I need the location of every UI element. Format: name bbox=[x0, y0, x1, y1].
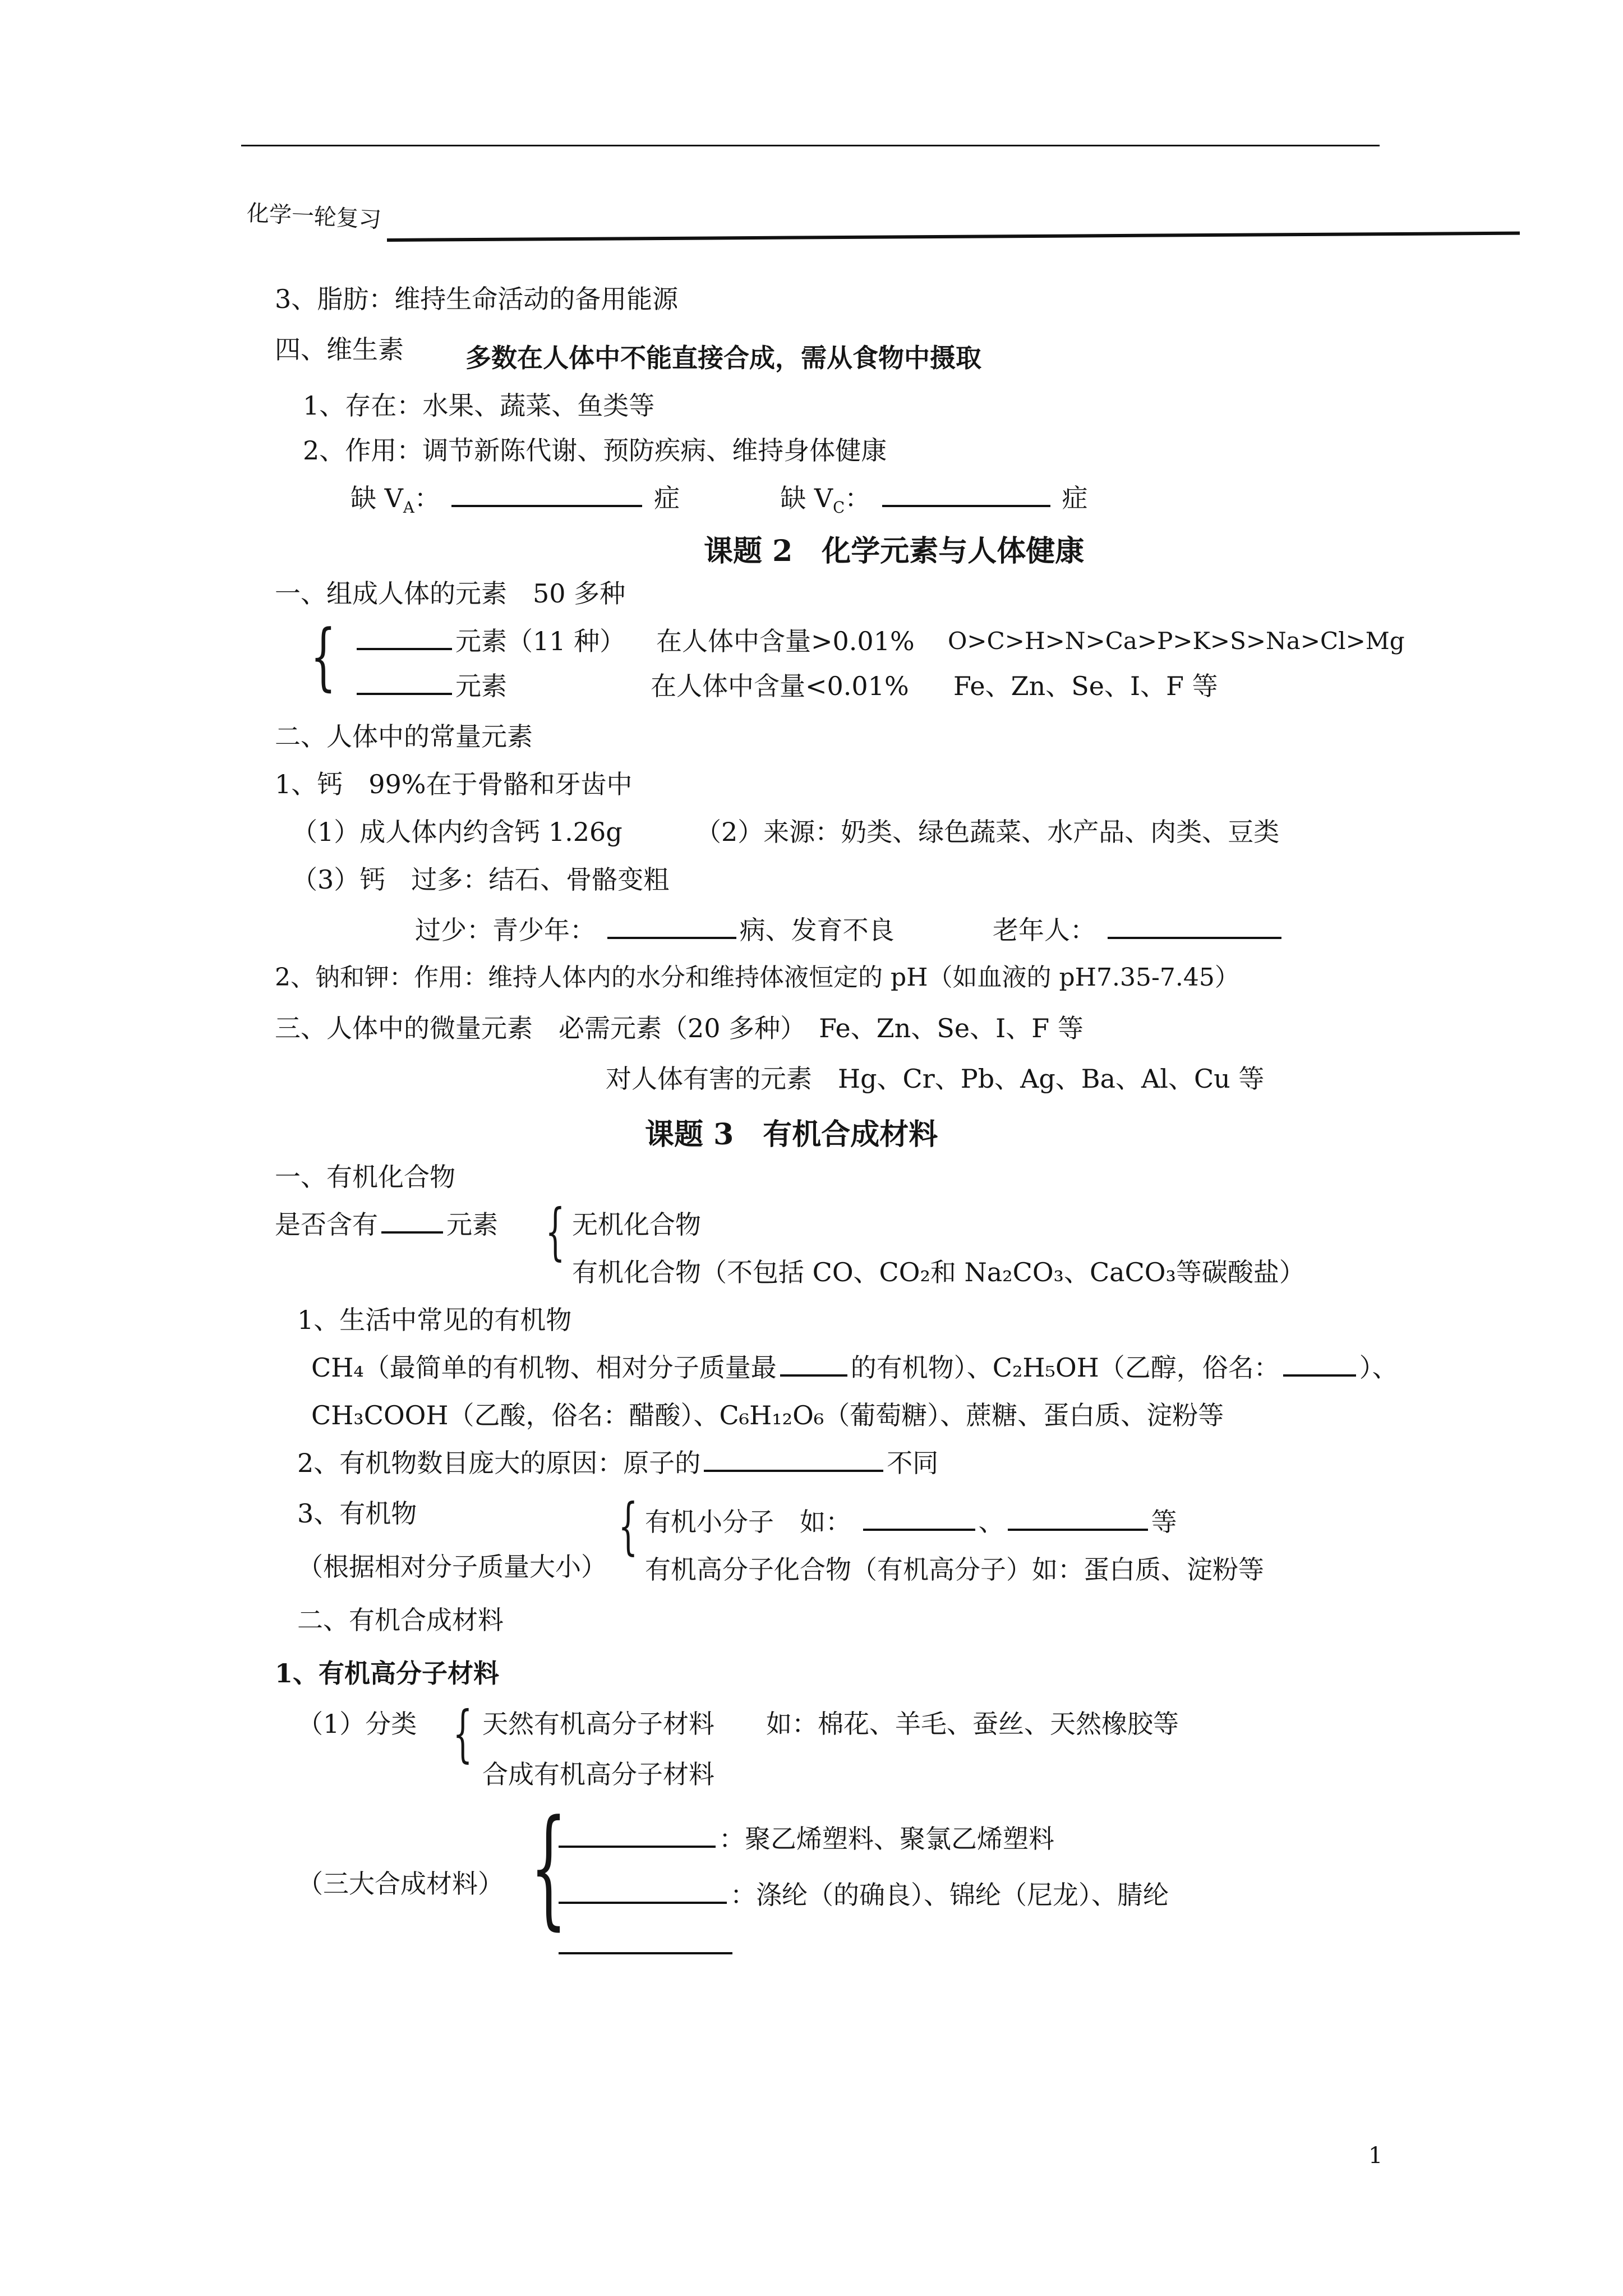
plastic-blank[interactable] bbox=[559, 1823, 716, 1848]
micro-element-blank[interactable] bbox=[357, 670, 452, 695]
contains-element-row: 是否含有 元素 bbox=[275, 1209, 498, 1240]
acetic-acid-line: CH₃COOH（乙酸，俗名：醋酸）、C₆H₁₂O₆（葡萄糖）、蔗糖、蛋白质、淀粉等 bbox=[311, 1400, 1224, 1430]
header-label: 化学一轮复习 bbox=[246, 200, 382, 233]
elements-brace: { bbox=[310, 614, 336, 699]
lowest-mass-blank[interactable] bbox=[780, 1352, 847, 1377]
rubber-blank[interactable] bbox=[559, 1930, 732, 1954]
atom-arrangement-blank[interactable] bbox=[704, 1447, 883, 1472]
methane-ethanol-row: CH₄（最简单的有机物、相对分子质量最 的有机物）、C₂H₅OH（乙醇，俗名： ）、 bbox=[311, 1352, 1398, 1383]
macro-element-blank[interactable] bbox=[357, 625, 452, 650]
constant-elements-heading: 二、人体中的常量元素 bbox=[275, 721, 533, 752]
small-molecule-row: 有机小分子 如： 、 等 bbox=[645, 1507, 1177, 1537]
header-stroke bbox=[387, 232, 1520, 242]
calcium-amount: （1）成人体内约含钙 1.26g bbox=[292, 817, 623, 847]
small-molecule-blank-1[interactable] bbox=[863, 1506, 975, 1531]
three-materials-brace: { bbox=[530, 1793, 568, 1943]
inorganic-compound: 无机化合物 bbox=[572, 1209, 701, 1240]
macro-element-content: 在人体中含量>0.01% bbox=[656, 626, 915, 656]
rubber-row bbox=[555, 1930, 736, 1961]
organic-compound: 有机化合物（不包括 CO、CO₂和 Na₂CO₃、CaCO₃等碳酸盐） bbox=[572, 1257, 1305, 1287]
vitamin-c-blank[interactable] bbox=[882, 482, 1050, 507]
calcium-line: 1、钙 99%在于骨骼和牙齿中 bbox=[275, 769, 633, 799]
macro-element-row: 元素（11 种） bbox=[353, 625, 625, 657]
three-materials-label: （三大合成材料） bbox=[297, 1869, 504, 1899]
elements-heading: 一、组成人体的元素 50 多种 bbox=[275, 578, 626, 609]
vitamin-a-blank[interactable] bbox=[451, 482, 642, 507]
classification-label: （1）分类 bbox=[297, 1709, 417, 1739]
polymer-materials-heading: 1、有机高分子材料 bbox=[275, 1658, 500, 1688]
harmful-elements-line: 对人体有害的元素 Hg、Cr、Pb、Ag、Ba、Al、Cu 等 bbox=[606, 1064, 1265, 1094]
synthetic-polymer-line: 合成有机高分子材料 bbox=[482, 1759, 714, 1789]
organic-class-heading: 3、有机物 bbox=[297, 1498, 417, 1529]
micro-element-row: 元素 bbox=[353, 670, 507, 702]
calcium-excess: （3）钙 过多：结石、骨骼变粗 bbox=[292, 864, 670, 895]
topic2-title: 课题 2 化学元素与人体健康 bbox=[704, 534, 1085, 568]
sodium-potassium-line: 2、钠和钾：作用：维持人体内的水分和维持体液恒定的 pH（如血液的 pH7.35-7.45） bbox=[275, 963, 1239, 992]
topic3-title: 课题 3 有机合成材料 bbox=[645, 1117, 938, 1152]
calcium-elderly-row: 老年人： bbox=[993, 914, 1285, 946]
plastic-row: ：聚乙烯塑料、聚氯乙烯塑料 bbox=[555, 1823, 1054, 1855]
fat-line: 3、脂肪：维持生命活动的备用能源 bbox=[275, 284, 679, 314]
synthetic-materials-heading: 二、有机合成材料 bbox=[297, 1605, 504, 1635]
classification-brace: { bbox=[453, 1697, 473, 1769]
natural-polymer-line: 天然有机高分子材料 如：棉花、羊毛、蚕丝、天然橡胶等 bbox=[482, 1709, 1179, 1739]
organic-reason-row: 2、有机物数目庞大的原因：原子的 不同 bbox=[297, 1448, 939, 1478]
micro-element-examples: Fe、Zn、Se、I、F 等 bbox=[953, 671, 1218, 701]
contains-element-blank[interactable] bbox=[381, 1209, 443, 1234]
vitamin-description: 多数在人体中不能直接合成，需从食物中摄取 bbox=[465, 343, 981, 373]
page-number: 1 bbox=[1368, 2143, 1383, 2169]
calcium-deficiency-row: 过少：青少年： 病、发育不良 bbox=[415, 915, 895, 945]
small-molecule-blank-2[interactable] bbox=[1008, 1506, 1148, 1531]
organic-compound-heading: 一、有机化合物 bbox=[275, 1162, 455, 1192]
organic-class-note: （根据相对分子质量大小） bbox=[297, 1552, 607, 1582]
vitamin-function: 2、作用：调节新陈代谢、预防疾病、维持身体健康 bbox=[303, 435, 887, 466]
ethanol-name-blank[interactable] bbox=[1283, 1352, 1356, 1377]
macromolecule-line: 有机高分子化合物（有机高分子）如：蛋白质、淀粉等 bbox=[645, 1554, 1264, 1585]
macro-element-order: O>C>H>N>Ca>P>K>S>Na>Cl>Mg bbox=[948, 627, 1405, 655]
top-rule bbox=[241, 145, 1380, 146]
trace-elements-line: 三、人体中的微量元素 必需元素（20 多种） Fe、Zn、Se、I、F 等 bbox=[275, 1013, 1083, 1043]
common-organics-heading: 1、生活中常见的有机物 bbox=[297, 1305, 572, 1335]
calcium-elderly-blank[interactable] bbox=[1108, 914, 1281, 939]
vitamin-heading: 四、维生素 bbox=[275, 334, 404, 365]
vitamin-deficiency-row: 缺 $V_A$： 症 缺 $V_C$： 症 bbox=[351, 483, 1088, 517]
fiber-row: ：涤纶（的确良）、锦纶（尼龙）、腈纶 bbox=[555, 1879, 1169, 1911]
organic-brace: { bbox=[545, 1195, 565, 1267]
micro-element-content: 在人体中含量<0.01% bbox=[651, 671, 909, 701]
calcium-youth-blank[interactable] bbox=[607, 914, 736, 939]
fiber-blank[interactable] bbox=[559, 1879, 727, 1904]
molecule-brace: { bbox=[618, 1490, 638, 1562]
vitamin-source: 1、存在：水果、蔬菜、鱼类等 bbox=[303, 390, 655, 421]
calcium-source: （2）来源：奶类、绿色蔬菜、水产品、肉类、豆类 bbox=[695, 817, 1280, 847]
